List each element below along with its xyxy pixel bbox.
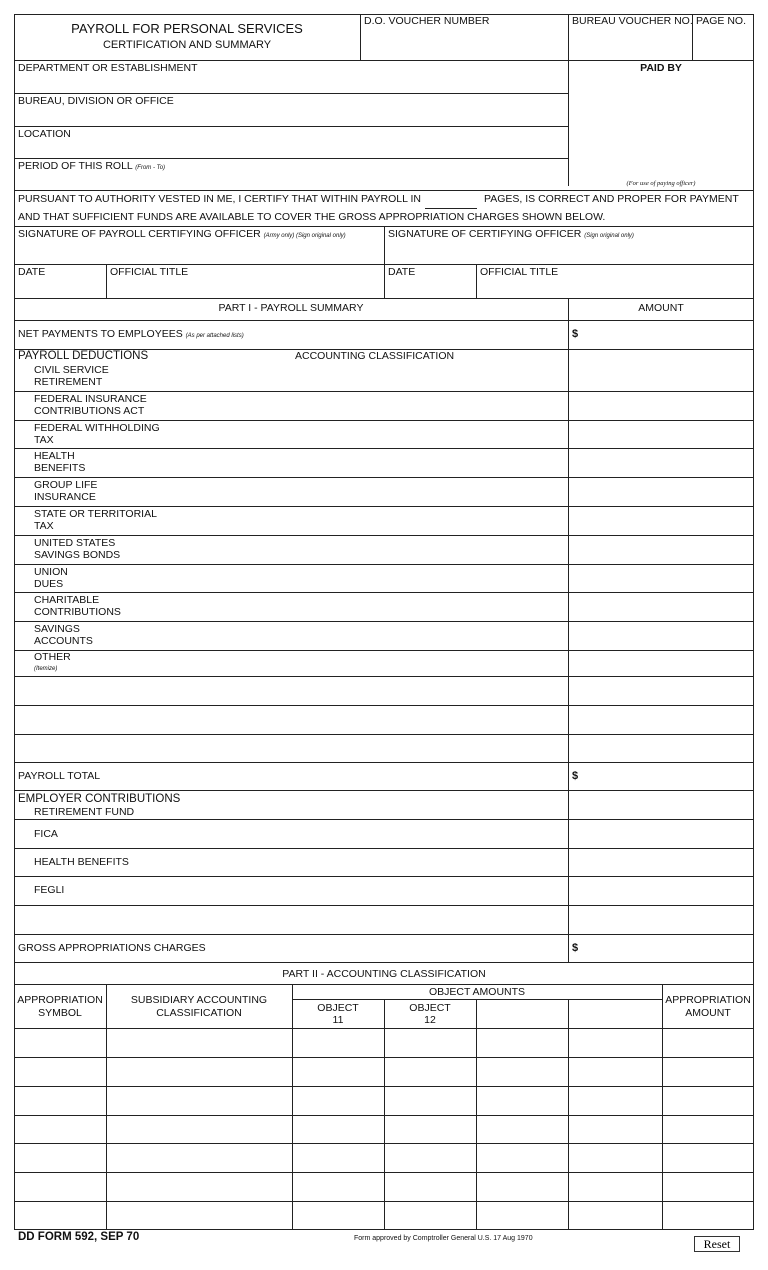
fegli-amount[interactable] [572,879,750,903]
deduction-amount-input[interactable] [572,479,750,503]
period-note: (From - To) [135,165,166,171]
accounting-cell-input[interactable] [17,1204,103,1227]
divider [14,93,568,94]
bureau-voucher-label: BUREAU VOUCHER NO. [572,15,693,27]
deduction-label: STATE OR TERRITORIAL [34,508,157,520]
deduction-label: CONTRIBUTIONS [34,606,121,619]
retirement-fund-amount[interactable] [572,794,750,818]
accounting-cell-input[interactable] [571,1175,659,1198]
bureau-label: BUREAU, DIVISION OR OFFICE [18,95,174,107]
divider [568,14,569,186]
accounting-cell-input[interactable] [387,1060,473,1083]
accounting-cell-input[interactable] [387,1175,473,1198]
divider [14,790,754,791]
deduction-amount-input[interactable] [572,422,750,446]
period-label [18,160,165,174]
accounting-cell-input[interactable] [17,1060,103,1083]
accounting-cell-input[interactable] [479,1146,565,1169]
object12-label-2: 12 [424,1014,436,1026]
deduction-label: INSURANCE [34,491,96,504]
official-title-input-1[interactable] [110,279,382,296]
net-payments-note: (As per attached lists) [185,333,244,339]
deduction-label: UNION [34,565,68,578]
deduction-label: RETIREMENT [34,376,103,388]
accounting-cell-input[interactable] [665,1146,751,1169]
deduction-amount-input[interactable] [572,566,750,590]
divider [14,448,754,449]
approp-symbol-label-2: SYMBOL [38,1007,82,1019]
location-input[interactable] [18,141,564,157]
accounting-cell-input[interactable] [17,1089,103,1112]
sig-payroll-label [18,228,346,242]
approp-amount-label-2: AMOUNT [685,1007,731,1019]
employer-extra-amount[interactable] [572,908,750,932]
deduction-label: DUES [34,577,64,590]
divider [476,264,477,298]
deduction-classification-input[interactable] [296,450,564,474]
deduction-classification-input[interactable] [296,422,564,446]
accounting-cell-input[interactable] [295,1175,381,1198]
page-no-label: PAGE NO. [696,15,746,27]
accounting-cell-input[interactable] [387,1031,473,1054]
accounting-cell-input[interactable] [479,1175,565,1198]
deduction-amount-input[interactable] [572,537,750,561]
date-label-2: DATE [388,266,416,278]
divider [14,420,754,421]
accounting-cell-input[interactable] [109,1204,289,1227]
approp-amount-label-1: APPROPRIATION [665,994,751,1006]
cert-line2: AND THAT SUFFICIENT FUNDS ARE AVAILABLE TO COVER THE GROSS APPROPRIATION CHARGES SHOWN BELOW. [18,211,606,223]
deduction-label: HEALTH [34,450,75,463]
subsidiary-label-2: CLASSIFICATION [156,1007,242,1019]
divider [662,984,663,1230]
accounting-cell-input[interactable] [571,1089,659,1112]
divider [14,190,754,191]
payroll-form [14,14,754,1230]
deduction-amount-input[interactable] [572,508,750,532]
net-payments-amount[interactable] [584,324,750,346]
accounting-cell-input[interactable] [665,1089,751,1112]
accounting-cell-input[interactable] [17,1175,103,1198]
deduction-classification-input[interactable] [296,537,564,561]
divider [14,320,754,321]
divider [14,564,754,565]
paid-by-note: (For use of paying officer) [626,180,696,187]
other-item-1-input[interactable] [18,679,564,703]
employer-contributions-label: EMPLOYER CONTRIBUTIONS [18,793,181,805]
part2-heading: PART II - ACCOUNTING CLASSIFICATION [282,968,486,980]
accounting-cell-input[interactable] [479,1031,565,1054]
accounting-cell-input[interactable] [479,1118,565,1141]
object11-label-2: 11 [332,1014,344,1026]
accounting-cell-input[interactable] [295,1060,381,1083]
other-item-2-amount[interactable] [572,708,750,732]
accounting-cell-input[interactable] [387,1118,473,1141]
amount-heading: AMOUNT [638,302,684,314]
itemize-note: (Itemize) [34,666,58,672]
gross-dollar-sign: $ [572,942,579,954]
divider [14,1057,754,1058]
sig-cert-label [388,228,634,242]
deduction-label: CONTRIBUTIONS ACT [34,404,145,417]
sig-cert-input[interactable] [388,242,750,262]
deduction-label: ACCOUNTS [34,635,93,648]
date-label-1: DATE [18,266,46,278]
other-item-1-amount[interactable] [572,679,750,703]
divider [14,676,754,677]
accounting-cell-input[interactable] [295,1089,381,1112]
paid-by-input[interactable] [572,76,750,176]
sig-payroll-note: (Army only) (Sign original only) [263,233,346,239]
accounting-cell-input[interactable] [479,1089,565,1112]
accounting-cell-input[interactable] [109,1060,289,1083]
retirement-fund-label: RETIREMENT FUND [34,806,135,818]
period-text: PERIOD OF THIS ROLL [18,160,133,172]
form-subtitle: CERTIFICATION AND SUMMARY [102,39,272,51]
official-title-input-2[interactable] [480,279,750,296]
pages-underline [425,208,477,209]
divider [14,477,754,478]
deduction-amount-input[interactable] [572,623,750,647]
page-no-input[interactable] [696,30,752,58]
do-voucher-input[interactable] [364,30,564,58]
divider [14,934,754,935]
do-voucher-label: D.O. VOUCHER NUMBER [364,15,490,27]
accounting-cell-input[interactable] [665,1060,751,1083]
accounting-cell-input[interactable] [665,1204,751,1227]
divider [106,984,107,1230]
deduction-label: FEDERAL INSURANCE [34,392,147,405]
cert-line1a: PURSUANT TO AUTHORITY VESTED IN ME, I CERTIFY THAT WITHIN PAYROLL IN [18,193,421,205]
accounting-cell-input[interactable] [295,1146,381,1169]
other-item-2-input[interactable] [18,708,564,732]
object-amounts-label: OBJECT AMOUNTS [428,986,526,998]
deduction-amount-input[interactable] [572,594,750,618]
form-title: PAYROLL FOR PERSONAL SERVICES [71,21,303,36]
divider [14,962,754,963]
deductions-label: PAYROLL DEDUCTIONS [18,350,149,362]
divider [14,876,754,877]
sig-payroll-text: SIGNATURE OF PAYROLL CERTIFYING OFFICER [18,228,261,240]
date-input-2[interactable] [388,279,474,296]
deduction-amount-input[interactable] [572,393,750,417]
deduction-classification-input[interactable] [296,393,564,417]
deduction-label: BENEFITS [34,462,86,475]
form-id: DD FORM 592, SEP 70 [18,1231,140,1243]
period-input[interactable] [18,173,564,189]
divider [14,905,754,906]
accounting-cell-input[interactable] [387,1204,473,1227]
divider [14,535,754,536]
deduction-label: TAX [34,433,54,446]
deduction-classification-input[interactable] [296,479,564,503]
divider [14,298,754,299]
other-label: OTHER [34,651,71,663]
accounting-cell-input[interactable] [665,1118,751,1141]
deduction-label: TAX [34,520,54,532]
accounting-cell-input[interactable] [17,1031,103,1054]
payroll-total-label: PAYROLL TOTAL [18,770,101,782]
divider [14,984,754,985]
divider [106,264,107,298]
divider [14,1172,754,1173]
deduction-amount-input[interactable] [572,450,750,474]
accounting-cell-input[interactable] [295,1031,381,1054]
divider [14,391,754,392]
approval-note: Form approved by Comptroller General U.S. 17 Aug 1970 [354,1235,533,1242]
official-title-label-1: OFFICIAL TITLE [110,266,189,278]
gross-charges-label: GROSS APPROPRIATIONS CHARGES [18,942,206,954]
divider [14,734,754,735]
date-input-1[interactable] [18,279,104,296]
accounting-cell-input[interactable] [571,1031,659,1054]
accounting-cell-input[interactable] [17,1146,103,1169]
deduction-classification-input[interactable] [296,623,564,647]
divider [292,984,293,1230]
accounting-cell-input[interactable] [387,1146,473,1169]
accounting-cell-input[interactable] [571,1060,659,1083]
accounting-cell-input[interactable] [109,1089,289,1112]
deduction-label: GROUP LIFE [34,479,98,492]
official-title-label-2: OFFICIAL TITLE [480,266,559,278]
reset-button[interactable]: Reset [694,1236,740,1252]
deduction-classification-input[interactable] [296,566,564,590]
divider [384,226,385,298]
pages-input[interactable] [425,194,477,206]
deduction-classification-input[interactable] [296,508,564,532]
deduction-label: CHARITABLE [34,594,100,607]
total-dollar-sign: $ [572,770,579,782]
other-item-3-input[interactable] [18,737,564,761]
divider [14,1115,754,1116]
accounting-cell-input[interactable] [109,1175,289,1198]
accounting-cell-input[interactable] [109,1031,289,1054]
health-benefits-label: HEALTH BENEFITS [34,856,129,868]
accounting-cell-input[interactable] [571,1204,659,1227]
fica-label: FICA [34,828,58,840]
accounting-cell-input[interactable] [387,1089,473,1112]
subsidiary-label-1: SUBSIDIARY ACCOUNTING [130,994,268,1006]
divider [14,506,754,507]
fegli-label: FEGLI [34,884,65,896]
cert-line1b: PAGES, IS CORRECT AND PROPER FOR PAYMENT [484,193,739,205]
object12-label-1: OBJECT [409,1002,451,1014]
other-amount-input[interactable] [572,650,750,674]
health-benefits-amount[interactable] [572,851,750,875]
divider [14,60,754,61]
deduction-classification-input[interactable] [296,364,564,388]
department-input[interactable] [18,75,564,92]
deduction-amount-input[interactable] [572,364,750,388]
payroll-total-amount[interactable] [584,766,750,788]
paid-by-label: PAID BY [640,62,682,74]
other-item-3-amount[interactable] [572,737,750,761]
object11-label-1: OBJECT [317,1002,359,1014]
deduction-label: UNITED STATES [34,536,116,549]
accounting-cell-input[interactable] [665,1031,751,1054]
net-payments-text: NET PAYMENTS TO EMPLOYEES [18,328,183,340]
divider [14,762,754,763]
divider [14,592,754,593]
accounting-cell-input[interactable] [109,1118,289,1141]
accounting-classification-label: ACCOUNTING CLASSIFICATION [295,350,455,362]
accounting-cell-input[interactable] [479,1060,565,1083]
bureau-voucher-input[interactable] [572,30,690,58]
other-classification-input[interactable] [296,650,564,674]
accounting-cell-input[interactable] [17,1118,103,1141]
bureau-input[interactable] [18,108,564,125]
fica-amount[interactable] [572,822,750,846]
deduction-classification-input[interactable] [296,594,564,618]
divider [14,1086,754,1087]
divider [14,621,754,622]
employer-extra-input[interactable] [18,908,564,932]
accounting-cell-input[interactable] [295,1118,381,1141]
net-payments-label [18,328,244,342]
accounting-cell-input[interactable] [665,1175,751,1198]
divider [14,264,754,265]
location-label: LOCATION [18,128,71,140]
sig-cert-note: (Sign original only) [584,233,634,239]
divider [14,1201,754,1202]
accounting-cell-input[interactable] [295,1204,381,1227]
department-label: DEPARTMENT OR ESTABLISHMENT [18,62,198,74]
accounting-cell-input[interactable] [479,1204,565,1227]
deduction-label: SAVINGS BONDS [34,548,121,561]
deduction-label: SAVINGS [34,623,80,636]
divider [14,705,754,706]
accounting-cell-input[interactable] [109,1146,289,1169]
accounting-cell-input[interactable] [571,1118,659,1141]
amount-column-divider [568,298,569,962]
sig-payroll-input[interactable] [18,242,380,262]
divider [14,1028,754,1029]
deduction-label: FEDERAL WITHHOLDING [34,421,160,434]
deduction-label: CIVIL SERVICE [34,364,109,376]
divider [14,848,754,849]
sig-cert-text: SIGNATURE OF CERTIFYING OFFICER [388,228,582,240]
divider [292,999,662,1000]
divider [14,126,568,127]
gross-charges-amount[interactable] [584,938,750,960]
part1-heading: PART I - PAYROLL SUMMARY [218,302,364,314]
net-dollar-sign: $ [572,328,579,340]
divider [14,819,754,820]
accounting-cell-input[interactable] [571,1146,659,1169]
divider [14,158,568,159]
divider [360,14,361,60]
approp-symbol-label-1: APPROPRIATION [17,994,103,1006]
divider [14,1143,754,1144]
